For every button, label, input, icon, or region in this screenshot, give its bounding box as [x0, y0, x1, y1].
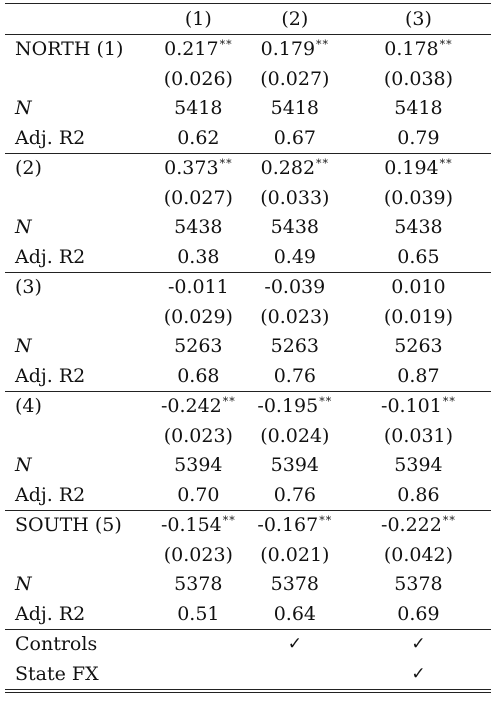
standard-error-cell [346, 64, 491, 94]
row-label: N [15, 216, 32, 239]
observations-cell-value: 5378 [174, 573, 223, 596]
adj-r2-row [5, 123, 491, 153]
coefficient-cell-value: 0.217 [164, 38, 219, 61]
standard-error-cell-value: (0.023) [163, 543, 233, 566]
adj-r2-cell-value: 0.64 [273, 602, 316, 625]
adj-r2-cell [153, 599, 244, 629]
observations-cell [346, 94, 491, 124]
adj-r2-cell-value: 0.68 [177, 364, 220, 387]
significance-stars: ** [316, 157, 330, 171]
observations-cell [244, 332, 346, 362]
coefficient-cell-value: -0.011 [167, 276, 229, 299]
observations-cell [244, 94, 346, 124]
observations-row [5, 94, 491, 124]
adj-r2-cell [346, 361, 491, 391]
table-body [5, 34, 491, 691]
row-label [5, 64, 153, 94]
standard-error-row [5, 183, 491, 213]
regression-table [5, 3, 491, 693]
adj-r2-cell-value: 0.49 [273, 245, 316, 268]
row-label: N [15, 573, 32, 596]
adj-r2-row [5, 599, 491, 629]
standard-error-cell-value: (0.021) [260, 543, 330, 566]
coefficient-cell-value: 0.194 [384, 157, 439, 180]
coefficient-cell-value: -0.039 [264, 276, 326, 299]
checkmark-cell [244, 659, 346, 691]
coefficient-cell-value: -0.195 [257, 395, 319, 418]
observations-row [5, 570, 491, 600]
row-label: N [15, 335, 32, 358]
observations-cell [244, 451, 346, 481]
observations-cell-value: 5263 [174, 335, 223, 358]
observations-cell-value: 5418 [174, 97, 223, 120]
adj-r2-cell [244, 242, 346, 272]
standard-error-cell-value: (0.023) [260, 305, 330, 328]
coefficient-cell-value: -0.154 [160, 514, 222, 537]
standard-error-cell [244, 64, 346, 94]
checkmark-cell: ✓ [244, 629, 346, 659]
observations-cell-value: 5438 [270, 216, 320, 239]
observations-cell [153, 570, 244, 600]
observations-cell-value: 5418 [270, 97, 320, 120]
significance-stars: ** [439, 157, 453, 171]
adj-r2-cell [153, 480, 244, 510]
standard-error-cell [346, 540, 491, 570]
observations-cell [153, 213, 244, 243]
observations-cell-value: 5394 [270, 454, 320, 477]
standard-error-row [5, 64, 491, 94]
adj-r2-cell [346, 480, 491, 510]
coefficient-cell [153, 510, 244, 540]
standard-error-cell [153, 302, 244, 332]
observations-cell-value: 5438 [394, 216, 443, 239]
observations-cell [153, 94, 244, 124]
standard-error-cell [153, 64, 244, 94]
adj-r2-cell [153, 242, 244, 272]
observations-cell [346, 332, 491, 362]
adj-r2-cell-value: 0.86 [397, 483, 440, 506]
adj-r2-cell-value: 0.87 [397, 364, 440, 387]
coefficient-cell [244, 153, 346, 183]
row-label [5, 302, 153, 332]
standard-error-cell-value: (0.031) [383, 424, 454, 447]
coefficient-cell-value: -0.242 [160, 395, 222, 418]
coefficient-cell [346, 34, 491, 64]
row-label [5, 540, 153, 570]
row-label: Adj. R2 [15, 602, 86, 625]
column-header-row [5, 4, 491, 35]
adj-r2-row [5, 361, 491, 391]
standard-error-row [5, 302, 491, 332]
coefficient-row [5, 510, 491, 540]
observations-cell [153, 451, 244, 481]
column-header-1: (1) [153, 4, 244, 35]
adj-r2-cell [346, 123, 491, 153]
adj-r2-cell-value: 0.76 [273, 364, 316, 387]
checkmark-cell [153, 629, 244, 659]
observations-cell [346, 213, 491, 243]
adj-r2-cell-value: 0.62 [177, 126, 220, 149]
observations-cell-value: 5438 [174, 216, 223, 239]
adj-r2-cell-value: 0.67 [273, 126, 316, 149]
adj-r2-cell-value: 0.79 [397, 126, 440, 149]
coefficient-cell [346, 391, 491, 421]
row-label: (4) [5, 391, 153, 421]
coefficient-cell-value: -0.101 [381, 395, 442, 418]
adj-r2-cell [346, 242, 491, 272]
row-label: Adj. R2 [15, 245, 86, 268]
checkmark-cell: ✓ [346, 659, 491, 691]
coefficient-cell-value: -0.222 [381, 514, 442, 537]
coefficient-cell [346, 153, 491, 183]
observations-row [5, 213, 491, 243]
adj-r2-cell-value: 0.69 [397, 602, 440, 625]
standard-error-cell [153, 183, 244, 213]
standard-error-row [5, 540, 491, 570]
coefficient-cell [153, 153, 244, 183]
coefficient-cell-value: -0.167 [257, 514, 319, 537]
adj-r2-cell [153, 361, 244, 391]
significance-stars: ** [219, 157, 233, 171]
observations-row [5, 451, 491, 481]
coefficient-cell [153, 272, 244, 302]
standard-error-cell [244, 183, 346, 213]
significance-stars: ** [316, 38, 330, 52]
row-label: N [15, 454, 32, 477]
standard-error-cell [153, 540, 244, 570]
row-label: (3) [5, 272, 153, 302]
significance-stars: ** [319, 395, 333, 409]
significance-stars: ** [439, 38, 453, 52]
coefficient-row [5, 272, 491, 302]
row-label [5, 421, 153, 451]
coefficient-cell [244, 272, 346, 302]
standard-error-cell-value: (0.026) [163, 67, 233, 90]
adj-r2-cell [244, 123, 346, 153]
coefficient-cell-value: 0.373 [164, 157, 219, 180]
adj-r2-cell [244, 599, 346, 629]
row-label: NORTH (1) [5, 34, 153, 64]
standard-error-cell-value: (0.027) [163, 186, 233, 209]
coefficient-row [5, 391, 491, 421]
observations-cell [346, 570, 491, 600]
adj-r2-cell-value: 0.38 [177, 245, 220, 268]
standard-error-cell-value: (0.042) [383, 543, 454, 566]
standard-error-cell [244, 421, 346, 451]
observations-cell [346, 451, 491, 481]
adj-r2-row [5, 480, 491, 510]
adj-r2-cell [244, 480, 346, 510]
checkmark-cell: ✓ [346, 629, 491, 659]
column-header-3: (3) [346, 4, 491, 35]
standard-error-cell-value: (0.027) [260, 67, 330, 90]
standard-error-cell [153, 421, 244, 451]
adj-r2-cell-value: 0.70 [177, 483, 220, 506]
fixed-effects-row [5, 659, 491, 691]
significance-stars: ** [442, 395, 456, 409]
standard-error-cell [244, 540, 346, 570]
standard-error-cell [346, 421, 491, 451]
observations-cell-value: 5378 [270, 573, 320, 596]
adj-r2-cell [346, 599, 491, 629]
coefficient-cell-value: 0.178 [384, 38, 439, 61]
coefficient-cell [153, 391, 244, 421]
standard-error-cell-value: (0.033) [260, 186, 330, 209]
standard-error-cell-value: (0.038) [383, 67, 454, 90]
significance-stars: ** [319, 514, 333, 528]
coefficient-cell-value: 0.282 [260, 157, 316, 180]
row-label: Adj. R2 [15, 364, 86, 387]
observations-cell-value: 5263 [270, 335, 320, 358]
row-label: (2) [5, 153, 153, 183]
adj-r2-cell-value: 0.76 [273, 483, 316, 506]
adj-r2-cell [244, 361, 346, 391]
row-label [5, 183, 153, 213]
observations-cell-value: 5263 [394, 335, 443, 358]
checkmark-cell [153, 659, 244, 691]
row-label: State FX [5, 659, 153, 691]
significance-stars: ** [442, 514, 456, 528]
standard-error-cell-value: (0.019) [383, 305, 454, 328]
column-header-2: (2) [244, 4, 346, 35]
standard-error-cell-value: (0.023) [163, 424, 233, 447]
standard-error-cell-value: (0.029) [163, 305, 233, 328]
row-label: Controls [5, 629, 153, 659]
standard-error-cell [346, 302, 491, 332]
observations-cell-value: 5378 [394, 573, 443, 596]
observations-row [5, 332, 491, 362]
significance-stars: ** [219, 38, 233, 52]
coefficient-cell [244, 34, 346, 64]
standard-error-cell [346, 183, 491, 213]
coefficient-cell [346, 272, 491, 302]
coefficient-row [5, 153, 491, 183]
row-label: N [15, 97, 32, 120]
observations-cell-value: 5394 [174, 454, 223, 477]
standard-error-row [5, 421, 491, 451]
fixed-effects-row [5, 629, 491, 659]
observations-cell-value: 5394 [394, 454, 443, 477]
adj-r2-row [5, 242, 491, 272]
row-label: Adj. R2 [15, 126, 86, 149]
standard-error-cell [244, 302, 346, 332]
coefficient-row [5, 34, 491, 64]
coefficient-cell-value: 0.010 [391, 276, 446, 299]
standard-error-cell-value: (0.024) [260, 424, 330, 447]
standard-error-cell-value: (0.039) [383, 186, 454, 209]
observations-cell [153, 332, 244, 362]
coefficient-cell [244, 510, 346, 540]
adj-r2-cell-value: 0.51 [177, 602, 220, 625]
coefficient-cell [153, 34, 244, 64]
row-label: Adj. R2 [15, 483, 86, 506]
coefficient-cell [244, 391, 346, 421]
significance-stars: ** [222, 395, 236, 409]
coefficient-cell-value: 0.179 [260, 38, 316, 61]
observations-cell [244, 570, 346, 600]
adj-r2-cell [153, 123, 244, 153]
coefficient-cell [346, 510, 491, 540]
significance-stars: ** [222, 514, 236, 528]
observations-cell-value: 5418 [394, 97, 443, 120]
observations-cell [244, 213, 346, 243]
header-corner [5, 4, 153, 35]
adj-r2-cell-value: 0.65 [397, 245, 440, 268]
row-label: SOUTH (5) [5, 510, 153, 540]
